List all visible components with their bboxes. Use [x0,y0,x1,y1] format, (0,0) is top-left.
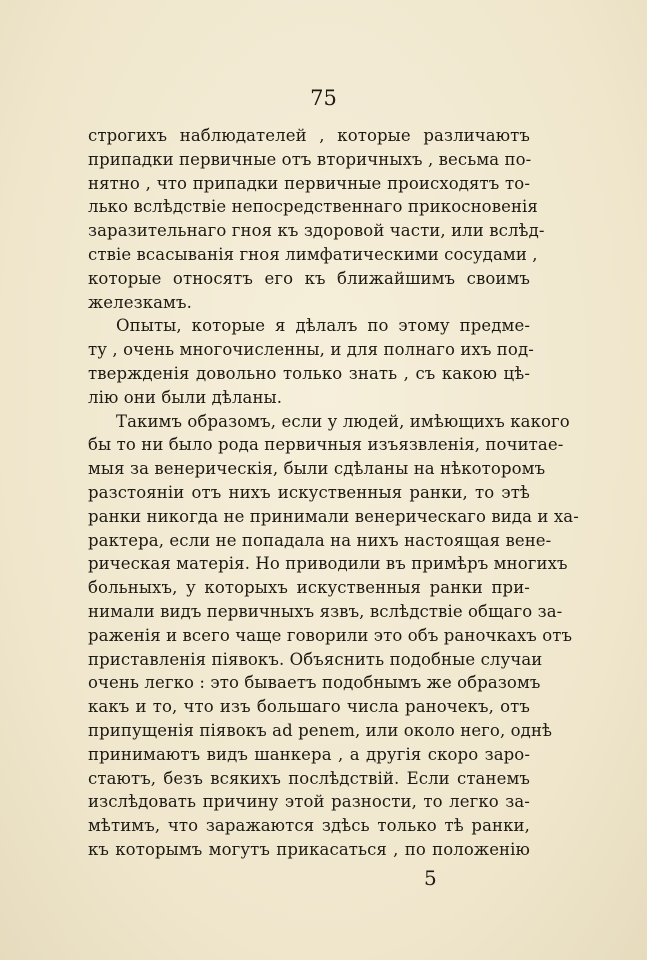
text-line: разстояніи отъ нихъ искуственныя ранки, то этѣ [88,482,530,502]
text-line: ранки никогда не принимали венерическаго вида и ха- [88,506,579,526]
text-line: приставленія піявокъ. Объяснить подобные случаи [88,649,543,669]
text-line: заразительнаго гноя къ здоровой части, или вслѣд- [88,221,545,241]
text-line: ствіе всасыванія гноя лимфатическими сосудами , [88,244,538,264]
text-line: лько вслѣдствіе непосредственнаго прикосновенія [88,197,538,217]
text-line: которые относятъ его къ ближайшимъ своимъ [88,268,530,288]
page-number: 75 [310,86,337,110]
text-line: очень легко : это бываетъ подобнымъ же образомъ [88,673,541,693]
text-line: стаютъ, безъ всякихъ послѣдствій. Если станемъ [88,768,530,788]
text-line: ту , очень многочисленны, и для полнаго ихъ под- [88,340,534,360]
text-line: къ которымъ могутъ прикасаться , по положенію [88,839,530,859]
text-line: мыя за венерическія, были сдѣланы на нѣкоторомъ [88,459,546,479]
text-line: изслѣдовать причину этой разности, то легко за- [88,792,530,812]
text-line: строгихъ наблюдателей , которые различаютъ [88,126,530,145]
text-line: припущенія піявокъ ad penem, или около него, однѣ [88,720,553,740]
text-line: бы то ни было рода первичныя изъязвленія, почитае- [88,435,564,455]
text-line: лію они были дѣланы. [88,387,283,407]
text-line: нимали видъ первичныхъ язвъ, вслѣдствіе общаго за- [88,601,563,621]
body-text [88,124,579,862]
text-line: мѣтимъ, что заражаются здѣсь только тѣ ранки, [88,816,530,836]
text-line: принимаютъ видъ шанкера , а другія скоро заро- [88,744,530,764]
text-line: Опыты, которые я дѣлалъ по этому предме- [116,316,530,336]
signature-mark: 5 [424,866,437,890]
text-line: припадки первичные отъ вторичныхъ , весьма по- [88,149,532,169]
text-line: Такимъ образомъ, если у людей, имѣющихъ какого [116,411,570,431]
text-line: рактера, если не попадала на нихъ настоящая вене- [88,530,552,550]
text-line: железкамъ. [88,292,192,312]
text-line: больныхъ, у которыхъ искуственныя ранки при- [88,578,530,598]
text-line: нятно , что припадки первичные происходятъ то- [88,173,530,193]
text-line: твержденія довольно только знать , съ какою цѣ- [88,363,530,383]
text-line: рическая матерія. Но приводили въ примѣръ многихъ [88,554,568,574]
text-line: раженія и всего чаще говорили это объ раночкахъ отъ [88,625,573,645]
text-line: какъ и то, что изъ большаго числа раночекъ, отъ [88,697,530,717]
